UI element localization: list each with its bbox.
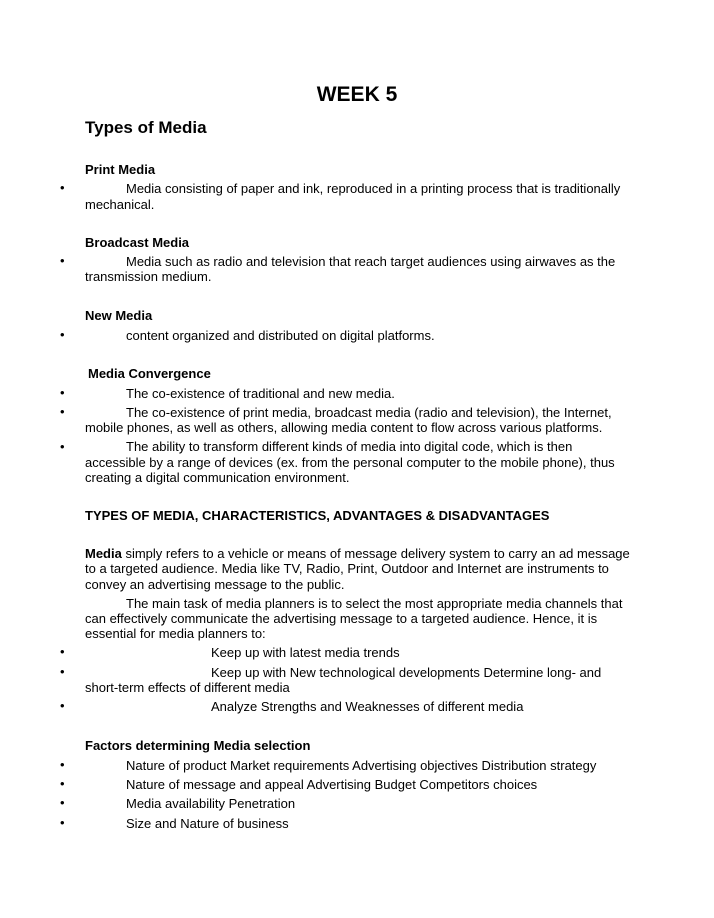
convergence-bullet-3-line1: The ability to transform different kinds of media into digital code, which is then	[126, 439, 573, 454]
bullet-icon: •	[60, 664, 65, 679]
section-heading-types-of-media: Types of Media	[85, 118, 207, 137]
bullet-icon: •	[60, 795, 65, 810]
broadcast-media-text-line2: transmission medium.	[85, 269, 212, 284]
factors-bullet-3: Media availability Penetration	[126, 796, 296, 811]
media-paragraph-line3: convey an advertising message to the public.	[85, 577, 345, 592]
bullet-icon: •	[60, 385, 65, 400]
types-characteristics-heading: TYPES OF MEDIA, CHARACTERISTICS, ADVANTAGES & DISADVANTAGES	[85, 508, 550, 523]
bullet-icon: •	[60, 253, 65, 268]
factors-bullet-1: Nature of product Market requirements Advertising objectives Distribution strategy	[126, 758, 597, 773]
media-paragraph-line2: to a targeted audience. Media like TV, Radio, Print, Outdoor and Internet are instruments to	[85, 561, 609, 576]
print-media-label: Print Media	[85, 162, 156, 177]
convergence-bullet-3-line3: creating a digital communication environment.	[85, 470, 350, 485]
bullet-icon: •	[60, 815, 65, 830]
media-convergence-label: Media Convergence	[88, 366, 211, 381]
planners-paragraph-line2: can effectively communicate the advertising message to a targeted audience. Hence, it is	[85, 611, 598, 626]
media-paragraph-line1	[85, 546, 630, 562]
factors-bullet-4: Size and Nature of business	[126, 816, 289, 831]
broadcast-media-text-line1: Media such as radio and television that reach target audiences using airwaves as the	[126, 254, 616, 269]
convergence-bullet-2-line1: The co-existence of print media, broadcast media (radio and television), the Internet,	[126, 405, 612, 420]
factors-bullet-2: Nature of message and appeal Advertising Budget Competitors choices	[126, 777, 538, 792]
media-paragraph-line1-text: simply refers to a vehicle or means of message delivery system to carry an ad message	[121, 546, 630, 561]
media-bold-term: Media	[85, 546, 122, 561]
bullet-icon: •	[60, 439, 65, 454]
factors-heading: Factors determining Media selection	[85, 738, 311, 753]
planner-bullet-1: Keep up with latest media trends	[211, 645, 400, 660]
new-media-label: New Media	[85, 308, 153, 323]
planners-paragraph-line1: The main task of media planners is to select the most appropriate media channels that	[126, 596, 623, 611]
planner-bullet-2-line2: short-term effects of different media	[85, 680, 290, 695]
planner-bullet-2-line1: Keep up with New technological developments Determine long- and	[211, 665, 602, 680]
bullet-icon: •	[60, 698, 65, 713]
bullet-icon: •	[60, 327, 65, 342]
convergence-bullet-1: The co-existence of traditional and new media.	[126, 386, 395, 401]
print-media-text-line1: Media consisting of paper and ink, reproduced in a printing process that is traditionally	[126, 181, 621, 196]
new-media-text: content organized and distributed on digital platforms.	[126, 328, 435, 343]
bullet-icon: •	[60, 180, 65, 195]
page-title: WEEK 5	[316, 83, 398, 106]
bullet-icon: •	[60, 404, 65, 419]
bullet-icon: •	[60, 644, 65, 659]
bullet-icon: •	[60, 776, 65, 791]
planner-bullet-3: Analyze Strengths and Weaknesses of different media	[211, 699, 524, 714]
planners-paragraph-line3: essential for media planners to:	[85, 626, 266, 641]
convergence-bullet-3-line2: accessible by a range of devices (ex. from the personal computer to the mobile phone), thus	[85, 455, 615, 470]
print-media-text-line2: mechanical.	[85, 197, 155, 212]
broadcast-media-label: Broadcast Media	[85, 235, 190, 250]
convergence-bullet-2-line2: mobile phones, as well as others, allowing media content to flow across various platforms.	[85, 420, 603, 435]
bullet-icon: •	[60, 757, 65, 772]
